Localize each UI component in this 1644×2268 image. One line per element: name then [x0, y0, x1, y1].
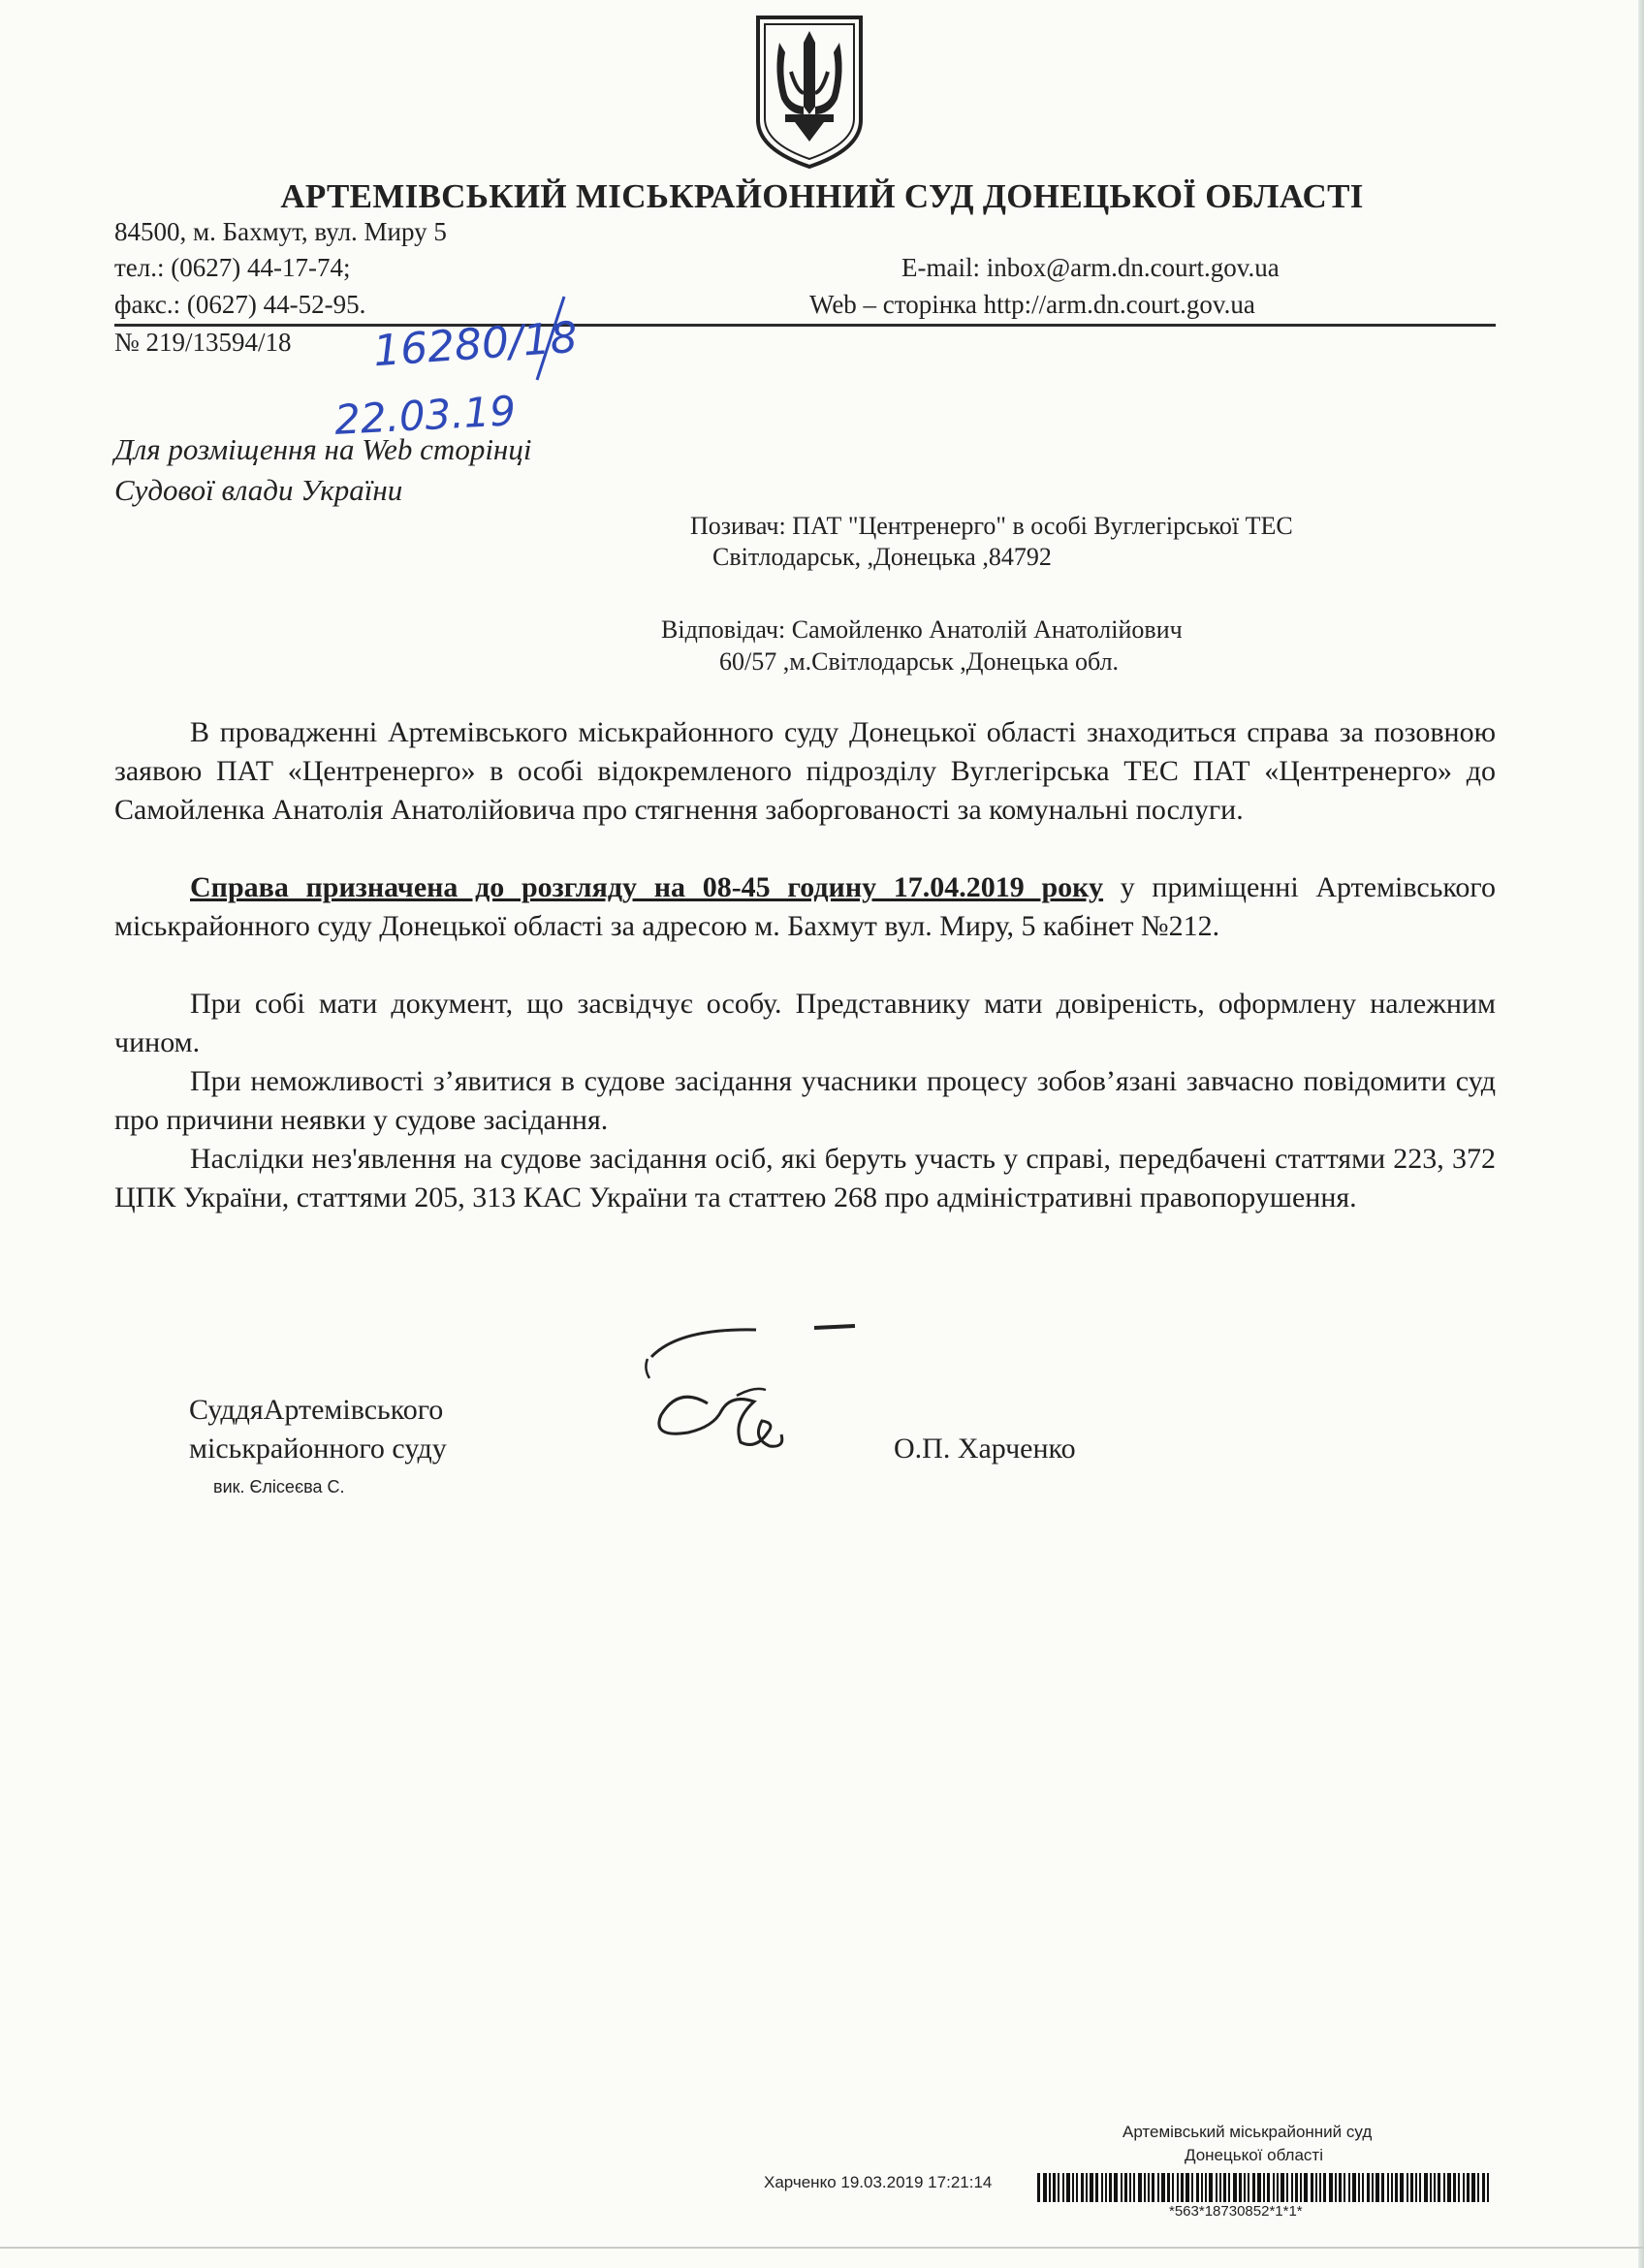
plaintiff-line2: Світлодарськ, ,Донецька ,84792 [712, 543, 1052, 571]
defendant-line1: Відповідач: Самойленко Анатолій Анатолійович [661, 615, 1183, 644]
stamp-court-line2: Донецької області [1185, 2146, 1323, 2164]
judge-title-line1: СуддяАртемівського [189, 1394, 444, 1426]
stamp-court-line1: Артемівський міськрайонний суд [1122, 2123, 1373, 2141]
hearing-date-emphasis: Справа призначена до розгляду на 08-45 годину 17.04.2019 року [190, 871, 1104, 903]
paragraph-identity-document-text: При собі мати документ, що засвідчує особу. Представнику мати довіреність, оформлену належним чином. [114, 988, 1496, 1058]
court-phone: тел.: (0627) 44-17-74; [114, 253, 351, 282]
court-website: Web – сторінка http://arm.dn.court.gov.ua [809, 290, 1255, 319]
paragraph-case-description [114, 713, 1496, 830]
recipient-note-line2: Судової влади України [114, 473, 403, 507]
paragraph-consequences [114, 1140, 1496, 1217]
handwritten-signature-icon [640, 1318, 872, 1464]
judge-name: О.П. Харченко [894, 1433, 1076, 1465]
paragraph-absence-notice-text: При неможливості з’явитися в судове засідання учасники процесу зобов’язані завчасно повідомити суд про причини неявки у судове засідання. [114, 1065, 1496, 1136]
paragraph-identity-document [114, 985, 1496, 1062]
case-number: № 219/13594/18 [114, 328, 292, 357]
paragraph-hearing-date [114, 868, 1496, 946]
barcode-icon [1037, 2173, 1493, 2202]
court-address: 84500, м. Бахмут, вул. Миру 5 [114, 217, 447, 246]
paragraph-case-description-text: В провадженні Артемівського міськрайонного суду Донецької області знаходиться справа за позовною заявою ПАТ «Центренерго» в особі відокремленого підрозділу Вуглегірська ТЕС ПАТ «Центренерго» до Самойленка Анатолія Анатолійовича про стягнення заборгованості за комунальні послуги. [114, 716, 1496, 826]
paragraph-absence-notice [114, 1062, 1496, 1140]
handwritten-slash-mark [531, 295, 570, 382]
judge-title-line2: міськрайонного суду [189, 1433, 447, 1465]
handwritten-date: 22.03.19 [332, 387, 518, 444]
header-rule [114, 324, 1496, 327]
page-bottom-edge [0, 2247, 1644, 2249]
stamp-signed-by: Харченко 19.03.2019 17:21:14 [764, 2173, 993, 2191]
hearing-location-text: у приміщенні Артемівського міськрайонного суду Донецької області за адресою м. Бахмут вул. Миру, 5 кабінет №212. [114, 871, 1496, 942]
court-email: E-mail: inbox@arm.dn.court.gov.ua [901, 253, 1280, 282]
executor-note: вик. Єлісеєва С. [213, 1477, 345, 1496]
barcode-caption: *563*18730852*1*1* [1169, 2203, 1303, 2220]
handwritten-incoming-number: 16280/18 [371, 312, 580, 377]
court-title: АРТЕМІВСЬКИЙ МІСЬКРАЙОННИЙ СУД ДОНЕЦЬКОЇ ОБЛАСТІ [280, 177, 1364, 215]
trident-emblem-icon [752, 14, 867, 171]
defendant-line2: 60/57 ,м.Світлодарськ ,Донецька обл. [719, 647, 1120, 676]
plaintiff-line1: Позивач: ПАТ "Центренерго" в особі Вуглегірської ТЕС [690, 512, 1293, 540]
page-edge [1638, 0, 1644, 2268]
paragraph-consequences-text: Наслідки нез'явлення на судове засідання осіб, які беруть участь у справі, передбачені статтями 223, 372 ЦПК України, статтями 205, 313 КАС України та статтею 268 про адміністративні правопорушення. [114, 1143, 1496, 1213]
recipient-note-line1: Для розміщення на Web сторінці [114, 432, 532, 466]
court-fax: факс.: (0627) 44-52-95. [114, 290, 366, 319]
